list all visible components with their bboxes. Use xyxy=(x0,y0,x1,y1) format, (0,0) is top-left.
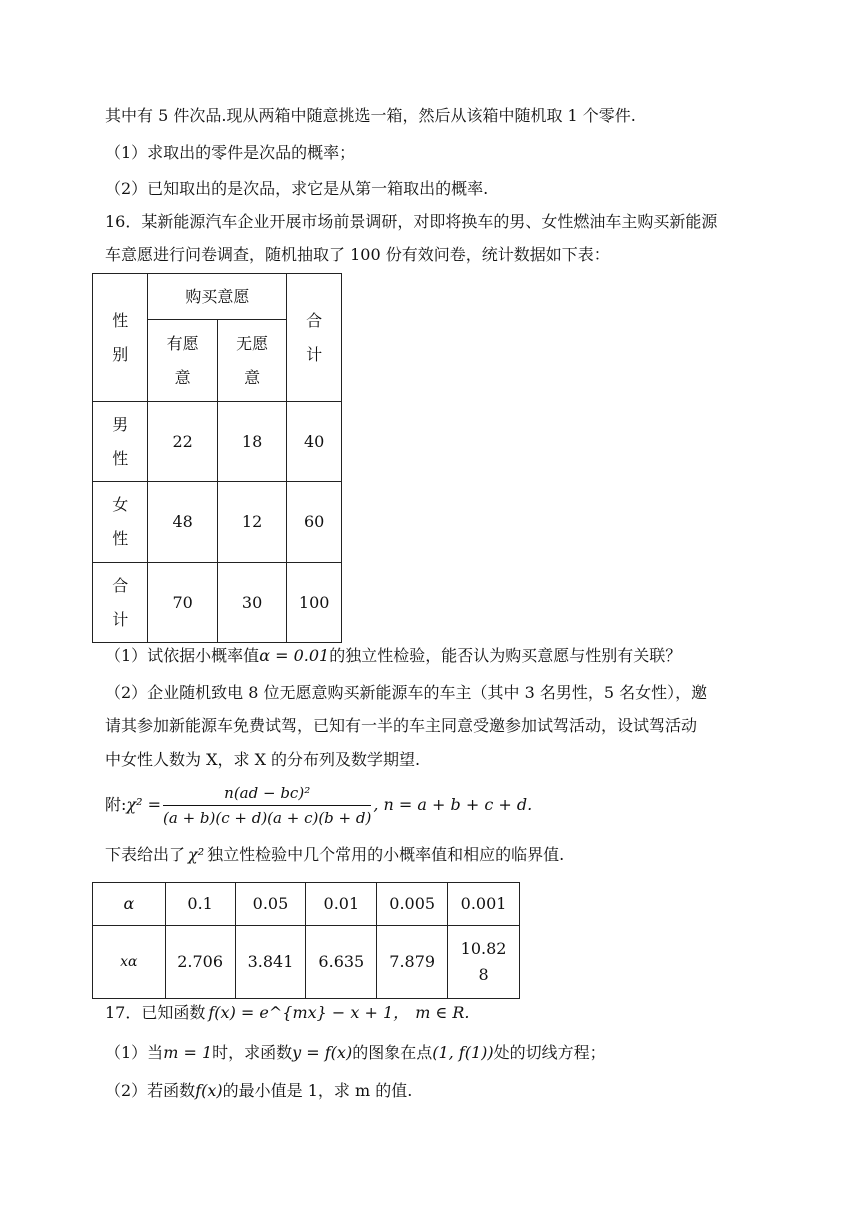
cell-yes: 22 xyxy=(148,402,217,482)
cell-no: 18 xyxy=(217,402,286,482)
question-2: （2）已知取出的是次品，求它是从第一箱取出的概率. xyxy=(105,179,489,198)
critical-intro-b: 独立性检验中几个常用的小概率值和相应的临界值. xyxy=(207,845,565,864)
p17-q2-f: f(x) xyxy=(195,1081,223,1100)
critical-value: 6.635 xyxy=(306,926,377,999)
p17-q2-a: （2）若函数 xyxy=(105,1081,196,1100)
cell-yes: 70 xyxy=(148,563,217,643)
alpha-value: 0.001 xyxy=(448,883,520,926)
header-gender-text: 性别 xyxy=(112,310,129,364)
header-yes xyxy=(148,320,217,402)
alpha-label: α xyxy=(93,883,166,926)
problem-17-q1 xyxy=(105,1043,606,1063)
problem-16-line-1: 16．某新能源汽车企业开展市场前景调研，对即将换车的男、女性燃油车主购买新能源 xyxy=(105,212,718,231)
intro-line: 其中有 5 件次品.现从两箱中随意挑选一箱，然后从该箱中随机取 1 个零件. xyxy=(105,106,636,125)
row-label xyxy=(93,563,148,643)
row-label-text: 合计 xyxy=(112,575,129,629)
critical-value-table xyxy=(92,882,520,999)
chi-left: χ² = xyxy=(126,795,162,814)
header-total xyxy=(287,274,342,402)
chi-fraction xyxy=(163,782,371,829)
alpha-value: 0.01 xyxy=(306,883,377,926)
row-label xyxy=(93,402,148,482)
p17-q1-b: 时，求函数 xyxy=(212,1043,293,1062)
header-no xyxy=(217,320,286,402)
chi-numerator: n(ad − bc)² xyxy=(163,782,371,806)
table-row xyxy=(93,563,342,643)
header-total-text: 合计 xyxy=(306,310,323,364)
table-row xyxy=(93,482,342,563)
p17-q1-c: 的图象在点 xyxy=(352,1043,433,1062)
problem-17-q2 xyxy=(105,1081,412,1101)
survey-table xyxy=(92,273,342,643)
cell-total: 100 xyxy=(287,563,342,643)
critical-value: 7.879 xyxy=(377,926,448,999)
header-gender xyxy=(93,274,148,402)
problem-16-q2-line-2: 请其参加新能源车免费试驾，已知有一半的车主同意受邀参加试驾活动，设试驾活动 xyxy=(105,716,698,735)
alpha-value: 0.005 xyxy=(377,883,448,926)
p17-q2-b: 的最小值是 1，求 m 的值. xyxy=(222,1081,413,1100)
header-yes-text: 有愿意 xyxy=(166,333,199,387)
p17-q1-a: （1）当 xyxy=(105,1043,164,1062)
problem-16-q2-line-3: 中女性人数为 X，求 X 的分布列及数学期望. xyxy=(105,750,421,769)
cell-yes: 48 xyxy=(148,482,217,563)
problem-16-q1 xyxy=(105,646,681,666)
p17-q1-d: 处的切线方程； xyxy=(493,1043,606,1062)
chi-symbol: χ² xyxy=(188,845,205,864)
cell-total: 40 xyxy=(287,402,342,482)
critical-intro-a: 下表给出了 xyxy=(105,845,186,864)
header-intent: 购买意愿 xyxy=(148,274,287,320)
p17-q1-y: y = f(x) xyxy=(292,1043,353,1062)
cell-no: 30 xyxy=(217,563,286,643)
critical-value-last-l1: 10.82 xyxy=(460,939,507,958)
row-label-text: 男性 xyxy=(112,414,129,468)
question-1: （1）求取出的零件是次品的概率； xyxy=(105,143,356,162)
p17-function: f(x) = e^{mx} − x + 1， xyxy=(208,1003,410,1022)
p17-domain: m ∈ R. xyxy=(415,1003,470,1022)
critical-value: 2.706 xyxy=(165,926,235,999)
row-label-text: 女性 xyxy=(112,495,129,548)
cell-no: 12 xyxy=(217,482,286,563)
cell-total: 60 xyxy=(287,482,342,563)
p17-q1-m: m = 1 xyxy=(163,1043,213,1062)
x-alpha-label: xα xyxy=(93,926,166,999)
header-no-text: 无愿意 xyxy=(236,333,269,387)
alpha-formula: α = 0.01 xyxy=(259,646,330,665)
problem-16-q2-line-1: （2）企业随机致电 8 位无愿意购买新能源车的车主（其中 3 名男性，5 名女性），邀 xyxy=(105,683,708,702)
critical-value-last-l2: 8 xyxy=(478,965,489,984)
problem-16-line-2: 车意愿进行问卷调查，随机抽取了 100 份有效问卷，统计数据如下表： xyxy=(105,245,610,264)
alpha-value: 0.1 xyxy=(165,883,235,926)
critical-value: 3.841 xyxy=(235,926,306,999)
problem-17-line-1 xyxy=(105,1003,470,1023)
chi-tail: , n = a + b + c + d. xyxy=(373,795,533,814)
p17-q1-point: (1, f(1)) xyxy=(432,1043,494,1062)
appendix-label: 附: xyxy=(105,795,127,814)
q1-prefix: （1）试依据小概率值 xyxy=(105,646,260,665)
critical-value-last xyxy=(448,926,520,999)
chi-denominator: (a + b)(c + d)(a + c)(b + d) xyxy=(163,809,372,827)
table-row xyxy=(93,402,342,482)
p17-prefix: 17．已知函数 xyxy=(105,1003,206,1022)
row-label xyxy=(93,482,148,563)
critical-intro xyxy=(105,845,564,865)
q1-suffix: 的独立性检验，能否认为购买意愿与性别有关联？ xyxy=(329,646,682,665)
chi-square-formula xyxy=(105,782,532,829)
alpha-value: 0.05 xyxy=(235,883,306,926)
